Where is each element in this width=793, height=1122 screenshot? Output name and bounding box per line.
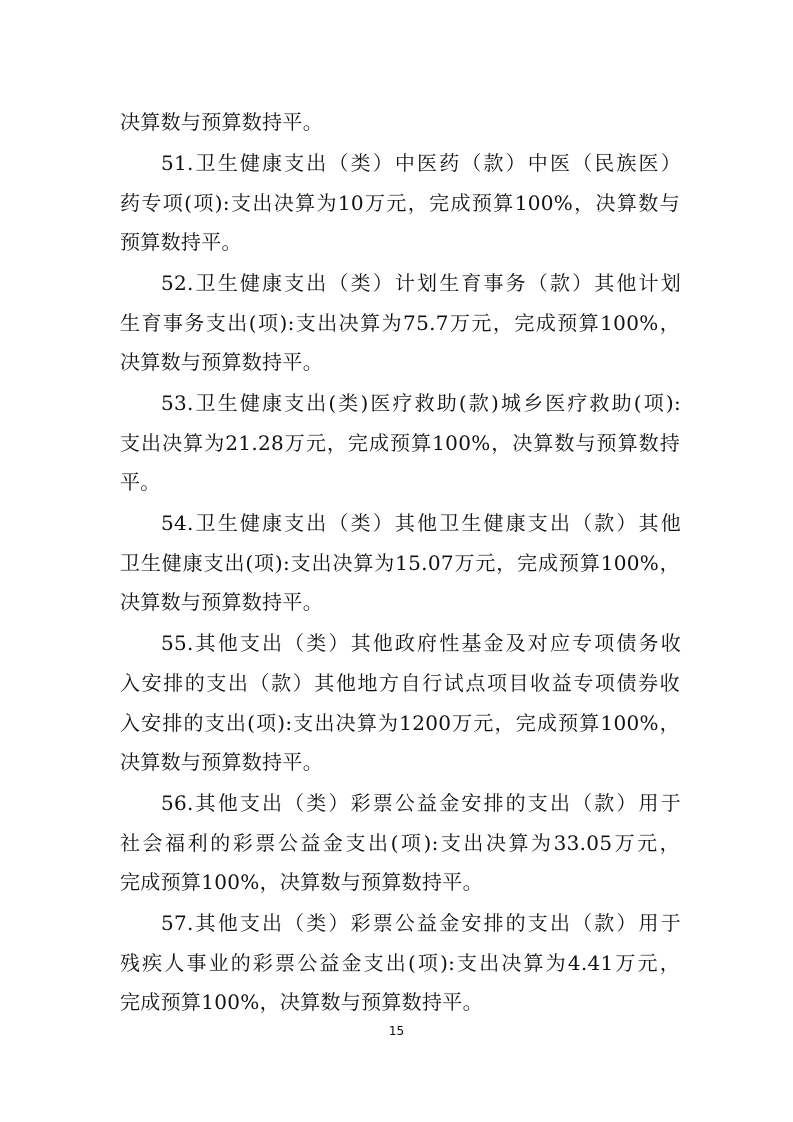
text-line: 决算数与预算数持平。 bbox=[120, 110, 323, 134]
text-line: 药专项(项):支出决算为10万元，完成预算100%，决算数与 bbox=[120, 191, 680, 215]
item-51-heading: 51.卫生健康支出（类）中医药（款）中医（民族医） bbox=[161, 151, 681, 175]
text-line: 支出决算为21.28万元，完成预算100%，决算数与预算数持 bbox=[120, 431, 680, 455]
text-line: 决算数与预算数持平。 bbox=[120, 750, 323, 774]
text-line: 卫生健康支出(项):支出决算为15.07万元，完成预算100%， bbox=[120, 551, 680, 575]
page-number: 15 bbox=[388, 1024, 405, 1038]
text-line: 残疾人事业的彩票公益金支出(项):支出决算为4.41万元， bbox=[120, 951, 680, 975]
item-54-heading: 54.卫生健康支出（类）其他卫生健康支出（款）其他 bbox=[161, 511, 681, 535]
item-55-heading: 55.其他支出（类）其他政府性基金及对应专项债务收 bbox=[161, 631, 681, 655]
text-line: 决算数与预算数持平。 bbox=[120, 590, 323, 614]
text-line: 生育事务支出(项):支出决算为75.7万元，完成预算100%， bbox=[120, 311, 680, 335]
item-57-heading: 57.其他支出（类）彩票公益金安排的支出（款）用于 bbox=[161, 911, 681, 935]
text-line: 完成预算100%，决算数与预算数持平。 bbox=[120, 990, 483, 1014]
text-line: 入安排的支出（款）其他地方自行试点项目收益专项债券收 bbox=[120, 671, 680, 695]
item-52-heading: 52.卫生健康支出（类）计划生育事务（款）其他计划 bbox=[161, 271, 681, 295]
item-56-heading: 56.其他支出（类）彩票公益金安排的支出（款）用于 bbox=[161, 791, 681, 815]
text-line: 社会福利的彩票公益金支出(项):支出决算为33.05万元， bbox=[120, 831, 680, 855]
text-line: 平。 bbox=[120, 470, 161, 494]
text-line: 入安排的支出(项):支出决算为1200万元，完成预算100%， bbox=[120, 711, 680, 735]
text-line: 决算数与预算数持平。 bbox=[120, 350, 323, 374]
text-line: 完成预算100%，决算数与预算数持平。 bbox=[120, 870, 483, 894]
item-53-heading: 53.卫生健康支出(类)医疗救助(款)城乡医疗救助(项): bbox=[161, 391, 681, 415]
text-line: 预算数持平。 bbox=[120, 230, 242, 254]
